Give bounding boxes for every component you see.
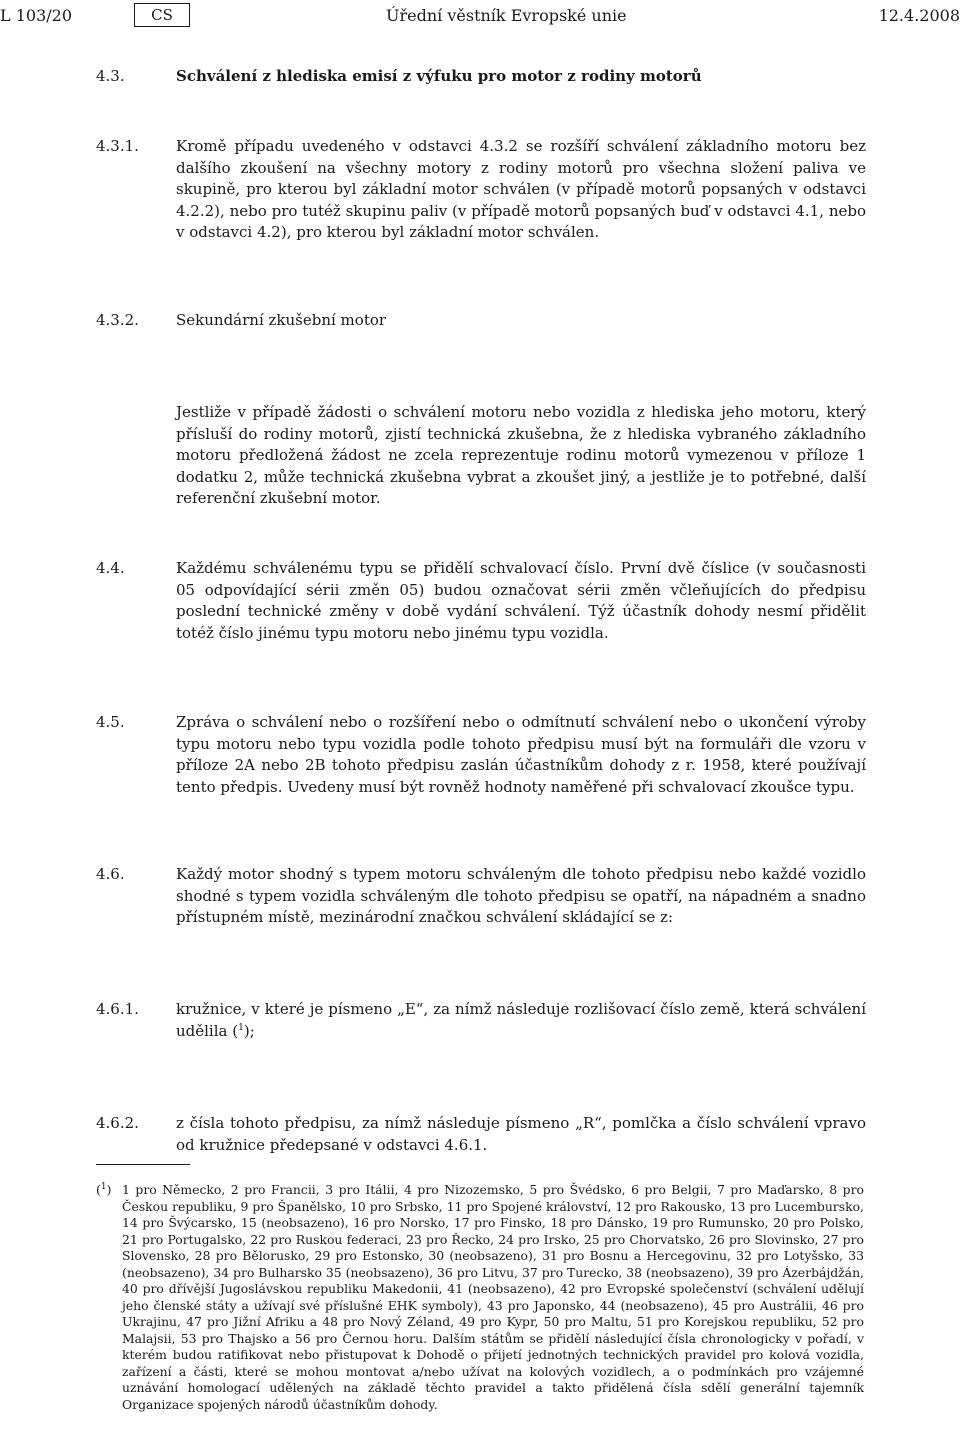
publication-date: 12.4.2008	[878, 6, 960, 25]
section-number: 4.4.	[96, 559, 125, 577]
section-number: 4.3.2.	[96, 311, 139, 329]
footnote-marker: ($^1$)	[96, 1181, 112, 1197]
language-badge: CS	[134, 3, 190, 27]
section-paragraph: Zpráva o schválení nebo o rozšíření nebo o odmítnutí schválení nebo o ukončení výroby typu motoru nebo typu vozidla podle tohoto předpisu musí být na formuláři dle vzoru v příloze 2A nebo 2B tohoto předpisu zaslán účastníkům dohody z r. 1958, které používají tento předpis. Uvedeny musí být rovněž hodnoty naměřené při schvalovací zkoušce typu.	[176, 713, 866, 796]
section-paragraph: Kromě případu uvedeného v odstavci 4.3.2 se rozšíří schválení základního motoru bez dalšího zkoušení na všechny motory z rodiny motorů pro všechna složení paliva ve skupině, pro kterou byl základní motor schválen (v případě motorů popsaných v odstavci 4.2.2), nebo pro tutéž skupinu paliv (v případě motorů popsaných buď v odstavci 4.1, nebo v odstavci 4.2), pro kterou byl základní motor schválen.	[176, 137, 866, 242]
page-header	[0, 0, 960, 38]
paragraph-text: kružnice, v které je písmeno „E“, za nímž následuje rozlišovací číslo země, která schválení udělila (	[176, 1000, 866, 1040]
section-number: 4.3.1.	[96, 137, 139, 155]
section-paragraph: Každému schválenému typu se přidělí schvalovací číslo. První dvě číslice (v současnosti 05 odpovídající sérii změn 05) budou označovat sérii změn včleňujících do předpisu poslední technické změny v době vydání schválení. Týž účastník dohody nesmí přidělit totéž číslo jinému typu motoru nebo jinému typu vozidla.	[176, 559, 866, 642]
page-reference: L 103/20	[0, 6, 72, 25]
footnote-divider	[96, 1164, 190, 1165]
section-number: 4.6.1.	[96, 1000, 139, 1018]
section-paragraph: Každý motor shodný s typem motoru schváleným dle tohoto předpisu nebo každé vozidlo shodné s typem vozidla schváleným dle tohoto předpisu se opatří, na nápadném a snadno přístupném místě, mezinárodní značkou schválení skládající se z:	[176, 865, 866, 927]
paragraph-text-end: );	[243, 1021, 255, 1040]
section-number: 4.5.	[96, 713, 125, 731]
section-number: 4.6.	[96, 865, 125, 883]
journal-title: Úřední věstník Evropské unie	[386, 6, 627, 25]
section-heading: Schválení z hlediska emisí z výfuku pro motor z rodiny motorů	[176, 67, 702, 85]
section-paragraph: z čísla tohoto předpisu, za nímž následuje písmeno „R“, pomlčka a číslo schválení vpravo od kružnice předepsané v odstavci 4.6.1.	[176, 1114, 866, 1154]
footnote-text: 1 pro Německo, 2 pro Francii, 3 pro Itálii, 4 pro Nizozemsko, 5 pro Švédsko, 6 pro Belgii, 7 pro Maďarsko, 8 pro Českou republiku, 9 pro Španělsko, 10 pro Srbsko, 11 pro Spojené království, 12 pro Rakousko, 13 pro Lucembursko, 14 pro Švýcarsko, 15 (neobsazeno), 16 pro Norsko, 17 pro Finsko, 18 pro Dánsko, 19 pro Rumunsko, 20 pro Polsko, 21 pro Portugalsko, 22 pro Ruskou federaci, 23 pro Řecko, 24 pro Irsko, 25 pro Chorvatsko, 26 pro Slovinsko, 27 pro Slovensko, 28 pro Bělorusko, 29 pro Estonsko, 30 (neobsazeno), 31 pro Bosnu a Hercegovinu, 32 pro Lotyšsko, 33 (neobsazeno), 34 pro Bulharsko 35 (neobsazeno), 36 pro Litvu, 37 pro Turecko, 38 (neobsazeno), 39 pro Ázerbájdžán, 40 pro dřívější Jugoslávskou republiku Makedonii, 41 (neobsazeno), 42 pro Evropské společenství (schválení udělují jeho členské státy a užívají své příslušné EHK symboly), 43 pro Japonsko, 44 (neobsazeno), 45 pro Austrálii, 46 pro Ukrajinu, 47 pro Jižní Afriku a 48 pro Nový Zéland, 49 pro Kypr, 50 pro Maltu, 51 pro Korejskou republiku, 52 pro Malajsii, 53 pro Thajsko a 56 pro Černou horu. Dalším státům se přidělí následující čísla chronologicky v pořadí, v kterém budou ratifikovat nebo přistupovat k Dohodě o přijetí jednotných technických pravidel pro kolová vozidla, zařízení a části, které se mohou montovat a/nebo užívat na kolových vozidlech, a o podmínkách pro vzájemné uznávání homologací udělených na základě těchto pravidel a takto přidělená čísla sdělí generální tajemník Organizace spojených národů účastníkům dohody.	[122, 1182, 864, 1412]
section-paragraph: Jestliže v případě žádosti o schválení motoru nebo vozidla z hlediska jeho motoru, který přísluší do rodiny motorů, zjistí technická zkušebna, že z hlediska vybraného základního motoru předložená žádost ne zcela reprezentuje rodinu motorů vymezenou v příloze 1 dodatku 2, může technická zkušebna vybrat a zkoušet jiný, a jestliže je to potřebné, další referenční zkušební motor.	[176, 403, 866, 508]
section-heading: Sekundární zkušební motor	[176, 311, 387, 329]
section-number: 4.3.	[96, 67, 125, 85]
footnote-reference[interactable]: 1	[238, 1022, 244, 1033]
section-number: 4.6.2.	[96, 1114, 139, 1132]
section-paragraph	[176, 999, 866, 1042]
